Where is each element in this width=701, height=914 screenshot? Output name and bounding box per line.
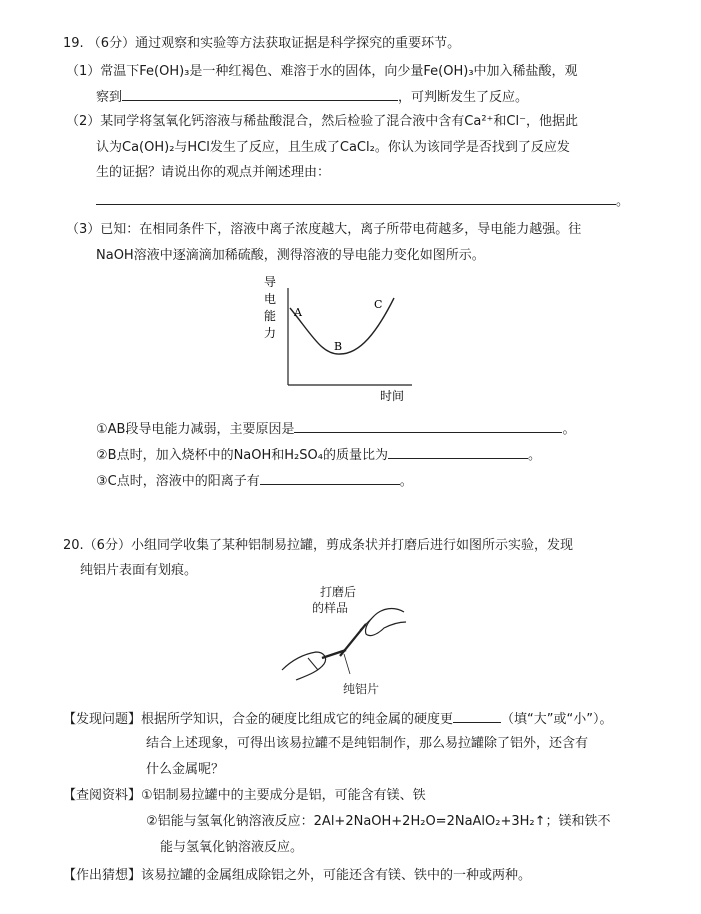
- q20-ask-end: （填“大”或“小”）。: [501, 712, 613, 727]
- q19-part2-line3: 生的证据？请说出你的观点并阐述理由：: [96, 165, 331, 180]
- q19-part2-line4: [96, 190, 629, 212]
- left-hand-sketch: [282, 652, 326, 680]
- q19-answer-blank-4[interactable]: [388, 444, 528, 459]
- q20-ask-line2: 结合上述现象，可得出该易拉罐不是纯铝制作，那么易拉罐除了铝外，还含有: [146, 736, 589, 751]
- chart-xlabel: 时间: [380, 389, 405, 403]
- q20-title: 20.（6分）小组同学收集了某种铝制易拉罐，剪成条状并打磨后进行如图所示实验，发现: [63, 538, 573, 553]
- q20-ask-text: 【发现问题】根据所学知识，合金的硬度比组成它的纯金属的硬度更: [63, 712, 454, 727]
- q19-sub3-end: 。: [399, 474, 413, 489]
- left-finger-sketch: [308, 658, 318, 670]
- q20-hypothesis: 【作出猜想】该易拉罐的金属组成除铝之外，可能还含有镁、铁中的一种或两种。: [63, 868, 532, 883]
- chart-ylabel-char-1: 导: [264, 275, 277, 289]
- q19-part2-line2: 认为Ca(OH)₂与HCl发生了反应，且生成了CaCl₂。你认为该同学是否找到了反应发: [96, 140, 570, 155]
- conductivity-chart: [262, 270, 422, 410]
- q20-ask-line3: 什么金属呢？: [146, 762, 225, 777]
- q19-answer-blank-1[interactable]: [122, 86, 398, 101]
- q19-part1-prefix: 察到: [96, 90, 123, 105]
- chart-point-c-label: C: [374, 298, 383, 311]
- q20-title-line2: 纯铝片表面有划痕。: [80, 563, 198, 578]
- q20-info-line2: ②铝能与氢氧化钠溶液反应：2Al+2NaOH+2H₂O=2NaAlO₂+3H₂↑；镁和铁不: [146, 814, 611, 829]
- q20-discover-problem: [63, 708, 612, 730]
- figure-label-pure-aluminum: 纯铝片: [343, 682, 380, 696]
- q19-sub2-text: ②B点时，加入烧杯中的NaOH和H₂SO₄的质量比为: [96, 448, 388, 463]
- label-pointer: [344, 654, 350, 674]
- q19-answer-blank-5[interactable]: [260, 470, 400, 485]
- q19-sub3-text: ③C点时，溶液中的阳离子有: [96, 474, 260, 489]
- q19-part1-suffix: ，可判断发生了反应。: [398, 90, 529, 105]
- chart-ylabel-char-4: 力: [264, 326, 277, 340]
- q19-sub3: [96, 470, 413, 492]
- q19-sub1-end: 。: [562, 422, 576, 437]
- figure-label-sample-line2: 的样品: [312, 601, 349, 615]
- q19-sub2: [96, 444, 541, 466]
- chart-ylabel-char-2: 电: [264, 292, 277, 306]
- q19-sub1-text: ①AB段导电能力减弱，主要原因是: [96, 422, 295, 437]
- q19-title: 19. （6分）通过观察和实验等方法获取证据是科学探究的重要环节。: [63, 36, 461, 51]
- right-hand-sketch: [365, 609, 406, 636]
- q20-answer-blank-1[interactable]: [453, 708, 501, 723]
- q19-part2-line1: （2）某同学将氢氧化钙溶液与稀盐酸混合，然后检验了混合液中含有Ca²⁺和Cl⁻，他据此: [66, 114, 578, 129]
- figure-label-sample-line1: 打磨后: [320, 585, 357, 599]
- q19-part3-line1: （3）已知：在相同条件下，溶液中离子浓度越大，离子所带电荷越多，导电能力越强。往: [66, 222, 582, 237]
- q19-part3-line2: NaOH溶液中逐滴滴加稀硫酸，测得溶液的导电能力变化如图所示。: [96, 248, 485, 263]
- q19-part1-line2: [96, 86, 528, 108]
- q19-sub2-end: 。: [527, 448, 541, 463]
- q19-answer-blank-3[interactable]: [294, 418, 562, 433]
- q19-part2-end: 。: [616, 194, 630, 209]
- q19-answer-blank-2[interactable]: [96, 190, 616, 205]
- q20-info-line3: 能与氢氧化钠溶液反应。: [160, 840, 304, 855]
- chart-point-b-label: B: [334, 340, 343, 353]
- chart-point-a-label: A: [294, 306, 302, 319]
- chart-ylabel-char-3: 能: [264, 309, 277, 323]
- q20-info-line1: 【查阅资料】①铝制易拉罐中的主要成分是铝，可能含有镁、铁: [63, 788, 426, 803]
- q19-sub1: [96, 418, 575, 440]
- q19-part1-line1: （1）常温下Fe(OH)₃是一种红褐色、难溶于水的固体，向少量Fe(OH)₃中加入稀盐酸，观: [66, 64, 578, 79]
